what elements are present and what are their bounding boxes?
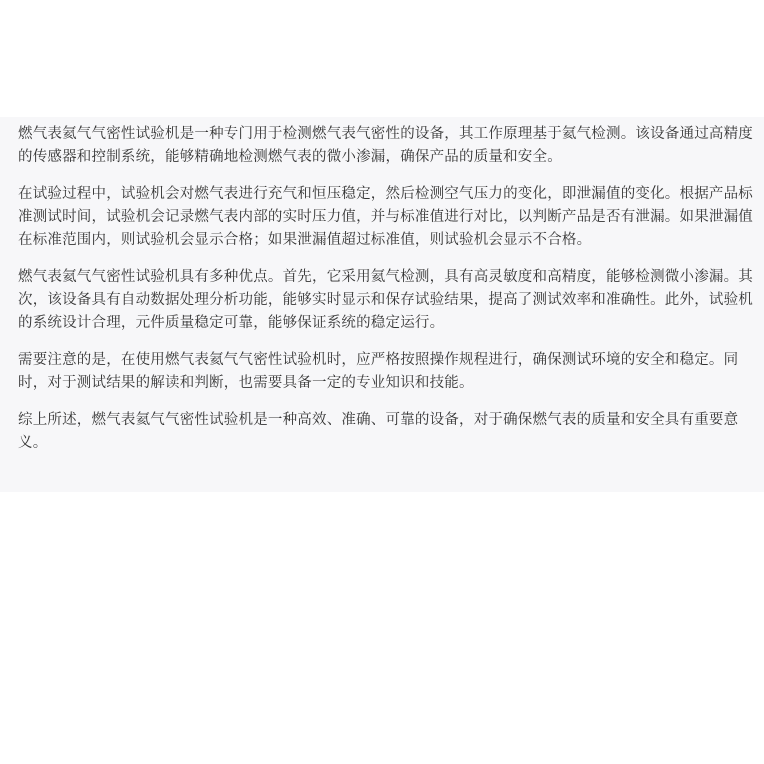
paragraph-advantages: 燃气表氦气气密性试验机具有多种优点。首先，它采用氦气检测，具有高灵敏度和高精度，能够检测微小渗漏。其次，该设备具有自动数据处理分析功能，能够实时显示和保存试验结果，提高了测试效率和准确性。此外，试验机的系统设计合理，元件质量稳定可靠，能够保证系统的稳定运行。: [18, 269, 753, 331]
paragraph-intro: 燃气表氦气气密性试验机是一种专门用于检测燃气表气密性的设备，其工作原理基于氦气检测。该设备通过高精度的传感器和控制系统，能够精确地检测燃气表的微小渗漏，确保产品的质量和安全。: [18, 126, 753, 165]
article-body: [0, 117, 764, 492]
paragraph-precautions: 需要注意的是，在使用燃气表氦气气密性试验机时，应严格按照操作规程进行，确保测试环境的安全和稳定。同时，对于测试结果的解读和判断，也需要具备一定的专业知识和技能。: [18, 352, 739, 391]
paragraph-conclusion: 综上所述，燃气表氦气气密性试验机是一种高效、准确、可靠的设备，对于确保燃气表的质量和安全具有重要意义。: [18, 412, 739, 451]
paragraph-test-process: 在试验过程中，试验机会对燃气表进行充气和恒压稳定，然后检测空气压力的变化，即泄漏值的变化。根据产品标准测试时间，试验机会记录燃气表内部的实时压力值，并与标准值进行对比，以判断产品是否有泄漏。如果泄漏值在标准范围内，则试验机会显示合格；如果泄漏值超过标准值，则试验机会显示不合格。: [18, 186, 753, 248]
